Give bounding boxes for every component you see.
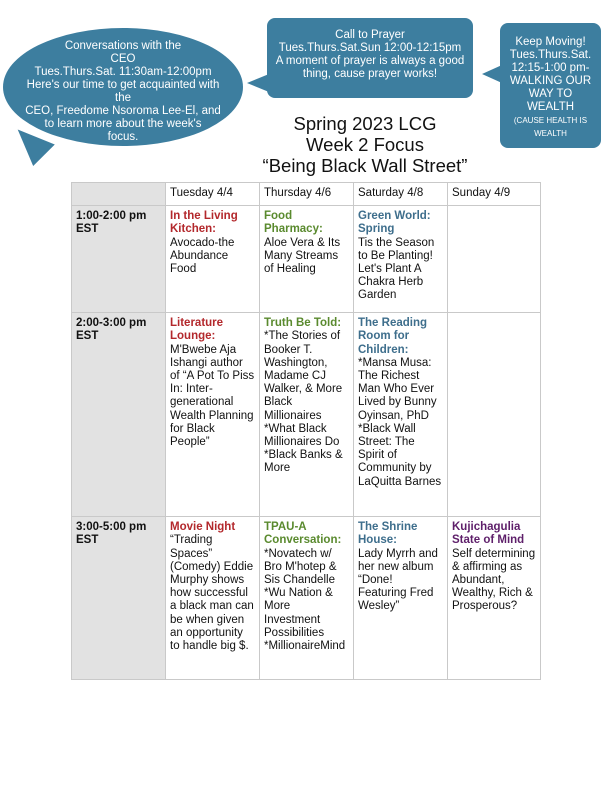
- session-title: TPAU-A Conversation:: [264, 521, 342, 547]
- session-cell-empty: [448, 206, 541, 313]
- keep-moving-callout: [500, 23, 601, 148]
- prayer-line-4: thing, cause prayer works!: [302, 68, 438, 80]
- session-body: Tis the Season to Be Planting! Let's Plant A Chakra Herb Garden: [358, 236, 435, 302]
- move-line-6-text: WEALTH: [526, 101, 575, 113]
- session-cell: [260, 206, 354, 313]
- page-heading: [220, 113, 510, 176]
- day-header: Saturday 4/8: [354, 183, 448, 206]
- heading-line-1: Spring 2023 LCG: [293, 113, 437, 134]
- heading-line-3: “Being Black Wall Street”: [262, 155, 468, 176]
- session-body: Lady Myrrh and her new album “Done! Featuring Fred Wesley”: [358, 547, 438, 613]
- session-cell: [354, 313, 448, 517]
- schedule-row: [72, 313, 541, 517]
- move-line-4: WALKING OUR: [509, 75, 592, 87]
- session-title: In the Living Kitchen:: [170, 210, 238, 236]
- move-line-6: [504, 101, 597, 114]
- session-cell: [260, 313, 354, 517]
- session-title: The Shrine House:: [358, 521, 418, 547]
- session-cell-empty: [448, 313, 541, 517]
- prayer-line-2: Tues.Thurs.Sat.Sun 12:00-12:15pm: [278, 42, 462, 54]
- time-slot: 1:00-2:00 pm EST: [72, 206, 166, 313]
- move-line-2: Tues.Thurs.Sat.: [509, 49, 592, 61]
- session-cell: [260, 517, 354, 680]
- ceo-conversation-callout: [3, 28, 243, 146]
- session-cell: [166, 313, 260, 517]
- time-slot: 2:00-3:00 pm EST: [72, 313, 166, 517]
- move-small-note: (CAUSE HEALTH IS WEALTH: [513, 116, 588, 138]
- session-body: Aloe Vera & Its Many Streams of Healing: [264, 236, 341, 276]
- session-cell: [448, 517, 541, 680]
- session-title: Green World: Spring: [358, 210, 431, 236]
- ceo-line-5: CEO, Freedome Nsoroma Lee-El, and: [25, 105, 221, 117]
- session-body: M'Bwebe Aja Ishangi author of “A Pot To Piss In: Inter-generational Wealth Planning for Black People”: [170, 343, 255, 449]
- session-body: *Novatech w/ Bro M'hotep & Sis Chandelle *Wu Nation & More Investment Possibilities *MillionaireMind: [264, 547, 346, 653]
- session-title: Kujichagulia State of Mind: [452, 521, 525, 547]
- session-title: The Reading Room for Children:: [358, 317, 428, 356]
- session-cell: [354, 517, 448, 680]
- day-header: Sunday 4/9: [448, 183, 541, 206]
- ceo-line-7: focus.: [107, 131, 139, 143]
- ceo-line-3: Tues.Thurs.Sat. 11:30am-12:00pm: [34, 66, 212, 78]
- prayer-line-3: A moment of prayer is always a good: [275, 55, 465, 67]
- ceo-line-4: Here's our time to get acquainted with the: [26, 79, 220, 104]
- session-body: “Trading Spaces” (Comedy) Eddie Murphy shows how successful a black man can be when given an opportunity to handle big $.: [170, 534, 254, 653]
- heading-line-2: Week 2 Focus: [306, 134, 424, 155]
- day-header: Thursday 4/6: [260, 183, 354, 206]
- schedule-row: [72, 206, 541, 313]
- day-header: Tuesday 4/4: [166, 183, 260, 206]
- move-line-3: 12:15-1:00 pm-: [511, 62, 590, 74]
- call-to-prayer-callout: [267, 18, 473, 98]
- header-corner-cell: [72, 183, 166, 206]
- schedule-header-row: [72, 183, 541, 206]
- ceo-line-2: CEO: [110, 53, 136, 65]
- session-body: *The Stories of Booker T. Washington, Madame CJ Walker, & More Black Millionaires *What Black Millionaires Do *Black Banks & More: [264, 330, 343, 475]
- session-title: Truth Be Told:: [264, 317, 342, 330]
- session-title: Food Pharmacy:: [264, 210, 323, 236]
- session-body: *Mansa Musa: The Richest Man Who Ever Lived by Bunny Oyinsan, PhD *Black Wall Street: The Spirit of Community by LaQuitta Barnes: [358, 356, 442, 488]
- ceo-line-6: to learn more about the week's: [44, 118, 202, 130]
- session-cell: [166, 517, 260, 680]
- move-line-5: WAY TO: [528, 88, 573, 100]
- schedule-table: [71, 182, 541, 680]
- prayer-line-1: Call to Prayer: [335, 29, 405, 41]
- schedule-row: [72, 517, 541, 680]
- time-slot: 3:00-5:00 pm EST: [72, 517, 166, 680]
- session-body: Avocado-the Abundance Food: [170, 236, 235, 276]
- session-cell: [166, 206, 260, 313]
- move-line-1: Keep Moving!: [515, 36, 586, 48]
- ceo-line-1: Conversations with the: [64, 40, 182, 52]
- session-cell: [354, 206, 448, 313]
- session-body: Self determining & affirming as Abundant, Wealthy, Rich & Prosperous?: [452, 547, 536, 613]
- session-title: Movie Night: [170, 521, 236, 534]
- session-title: Literature Lounge:: [170, 317, 224, 343]
